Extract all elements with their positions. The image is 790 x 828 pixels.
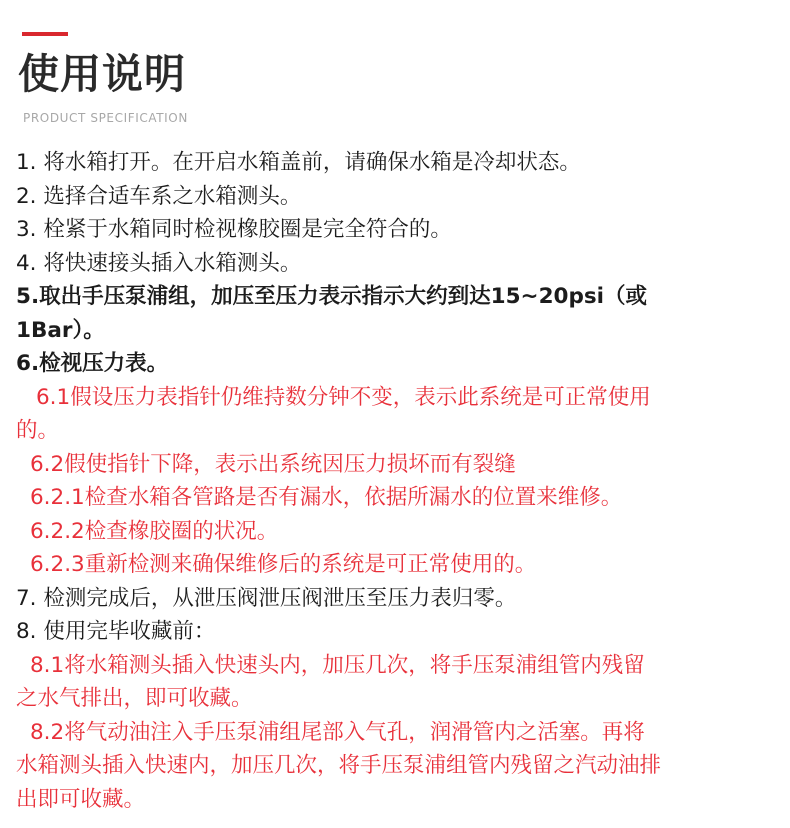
instruction-line-6-2: 6.2假使指针下降，表示出系统因压力损坏而有裂缝 [30,451,516,477]
instruction-line-8-1-cont: 之水气排出，即可收藏。 [16,686,253,711]
instruction-line-6: 6.检视压力表。 [16,351,169,376]
instruction-line-6-1-cont: 的。 [16,418,60,443]
instruction-line-5: 5.取出手压泵浦组，加压至压力表示指示大约到达15~20psi（或 [16,284,648,309]
instructions-body [16,146,778,816]
title-accent-bar [22,32,68,36]
instruction-line-6-2-1: 6.2.1检查水箱各管路是否有漏水，依据所漏水的位置来维修。 [30,485,623,510]
instruction-line-7: 7. 检测完成后，从泄压阀泄压阀泄压至压力表归零。 [16,585,517,611]
instruction-line-4: 4. 将快速接头插入水箱测头。 [16,250,302,276]
instruction-line-6-1: 6.1假设压力表指针仍维持数分钟不变，表示此系统是可正常使用 [36,384,651,410]
instruction-line-6-2-3: 6.2.3重新检测来确保维修后的系统是可正常使用的。 [30,552,537,577]
instruction-line-1: 1. 将水箱打开。在开启水箱盖前，请确保水箱是冷却状态。 [16,150,581,175]
instruction-line-8: 8. 使用完毕收藏前： [16,619,216,644]
instruction-line-3: 3. 栓紧于水箱同时检视橡胶圈是完全符合的。 [16,217,452,242]
instruction-line-8-2-cont: 水箱测头插入快速内，加压几次，将手压泵浦组管内残留之汽动油排 [16,753,662,778]
instruction-line-8-2: 8.2将气动油注入手压泵浦组尾部入气孔，润滑管内之活塞。再将 [30,719,645,745]
page-subtitle: PRODUCT SPECIFICATION [23,111,188,125]
instruction-line-2: 2. 选择合适车系之水箱测头。 [16,183,302,209]
instruction-line-8-1: 8.1将水箱测头插入快速头内，加压几次，将手压泵浦组管内残留 [30,652,645,678]
page-title: 使用说明 [18,50,186,98]
instruction-line-6-2-2: 6.2.2检查橡胶圈的状况。 [30,518,279,544]
instruction-line-8-2-end: 出即可收藏。 [16,786,146,812]
instruction-line-5-cont: 1Bar）。 [16,317,105,343]
